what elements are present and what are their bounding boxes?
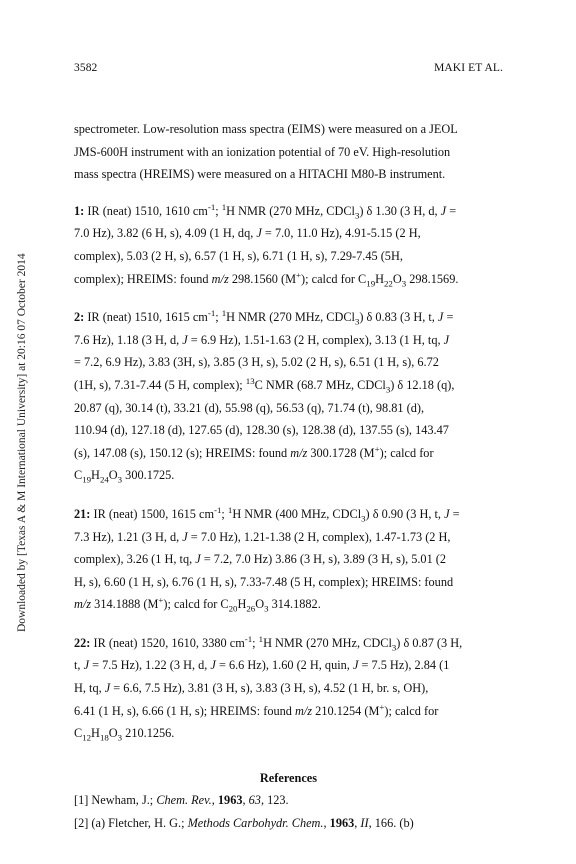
compound-2-line: = 7.2, 6.9 Hz), 3.83 (3H, s), 3.85 (3 H, s), 5.02 (2 H, s), 6.51 (1 H, s), 6.72: [74, 355, 439, 370]
compound-22-line: H, tq, J = 6.6, 7.5 Hz), 3.81 (3 H, s), 3.83 (3 H, s), 4.52 (1 H, br. s, OH),: [74, 681, 429, 696]
running-head: MAKI ET AL.: [434, 62, 503, 74]
compound-1-line: 7.0 Hz), 3.82 (6 H, s), 4.09 (1 H, dq, J = 7.0, 11.0 Hz), 4.91-5.15 (2 H,: [74, 226, 421, 241]
compound-2-line: (1H, s), 7.31-7.44 (5 H, complex); $^{13}$C NMR (68.7 MHz, CDCl$_3$) δ 12.18 (q),: [74, 375, 455, 395]
compound-1-line: complex), 5.03 (2 H, s), 6.57 (1 H, s), 6.71 (1 H, s), 7.29-7.45 (5H,: [74, 248, 403, 263]
compound-22-line: 6.41 (1 H, s), 6.66 (1 H, s); HREIMS: found m/z 210.1254 (M+); calcd for: [74, 701, 439, 718]
compound-21-line: complex), 3.26 (1 H, tq, J = 7.2, 7.0 Hz) 3.86 (3 H, s), 3.89 (3 H, s), 5.01 (2: [74, 552, 447, 567]
compound-label: 21:: [74, 506, 91, 521]
compound-21-line: H, s), 6.60 (1 H, s), 6.76 (1 H, s), 7.33-7.48 (5 H, complex); HREIMS: found: [74, 574, 454, 589]
intro-line: spectrometer. Low-resolution mass spectra (EIMS) were measured on a JEOL: [74, 122, 458, 136]
compound-22-line: 22: IR (neat) 1520, 1610, 3380 $cm^{-1}$; $^1$H NMR (270 MHz, CDCl$_3$) δ 0.87 (3 H,: [74, 633, 463, 653]
compound-21-line: 21: IR (neat) 1500, 1615 $cm^{-1}$; $^1$H NMR (400 MHz, CDCl$_3$) δ 0.90 (3 H, t, J =: [74, 504, 460, 524]
compound-21-line: m/z 314.1888 (M+); calcd for $C_{20}H_{26}O_3$ 314.1882.: [74, 595, 321, 614]
compound-1-line: complex); HREIMS: found m/z 298.1560 (M+); calcd for $C_{19}H_{22}O_3$ 298.1569.: [74, 269, 459, 289]
compound-2-line: 110.94 (d), 127.18 (d), 127.65 (d), 128.30 (s), 128.38 (d), 137.55 (s), 143.47: [74, 423, 449, 438]
page-body: [74, 118, 503, 835]
download-watermark: Downloaded by [Texas A & M International University] at 20:16 07 October 2014: [16, 253, 28, 632]
compound-2-line: $C_{19}H_{24}O_3$ 300.1725.: [74, 468, 175, 485]
compound-label: 22:: [74, 635, 91, 650]
reference-item: [1] Newham, J.; Chem. Rev., 1963, 63, 123.: [74, 793, 289, 808]
compound-2-line: 20.87 (q), 30.14 (t), 33.21 (d), 55.98 (q), 56.53 (q), 71.74 (t), 98.81 (d),: [74, 400, 425, 415]
compound-label: 2:: [74, 310, 85, 325]
compound-2-line: (s), 147.08 (s), 150.12 (s); HREIMS: found m/z 300.1728 (M+); calcd for: [74, 443, 434, 460]
compound-label: 1:: [74, 203, 85, 218]
page-number: 3582: [74, 62, 98, 74]
intro-line: mass spectra (HREIMS) were measured on a HITACHI M80-B instrument.: [74, 167, 446, 182]
compound-1-line: 1: IR (neat) 1510, 1610 $cm^{-1}$; $^1$H NMR (270 MHz, CDCl$_3$) δ 1.30 (3 H, d, J =: [74, 201, 457, 221]
intro-line: JMS-600H instrument with an ionization potential of 70 eV. High-resolution: [74, 144, 451, 159]
references-heading: References: [259, 770, 318, 785]
compound-2-line: 7.6 Hz), 1.18 (3 H, d, J = 6.9 Hz), 1.51-1.63 (2 H, complex), 3.13 (1 H, tq, J: [74, 332, 450, 347]
compound-22-line: t, J = 7.5 Hz), 1.22 (3 H, d, J = 6.6 Hz), 1.60 (2 H, quin, J = 7.5 Hz), 2.84 (1: [74, 658, 450, 673]
compound-21-line: 7.3 Hz), 1.21 (3 H, d, J = 7.0 Hz), 1.21-1.38 (2 H, complex), 1.47-1.73 (2 H,: [74, 529, 451, 544]
compound-22-line: $C_{12}H_{18}O_3$ 210.1256.: [74, 726, 175, 743]
compound-2-line: 2: IR (neat) 1510, 1615 $cm^{-1}$; $^1$H NMR (270 MHz, CDCl$_3$) δ 0.83 (3 H, t, J =: [74, 308, 454, 327]
reference-item: [2] (a) Fletcher, H. G.; Methods Carbohydr. Chem., 1963, II, 166. (b): [74, 816, 414, 831]
